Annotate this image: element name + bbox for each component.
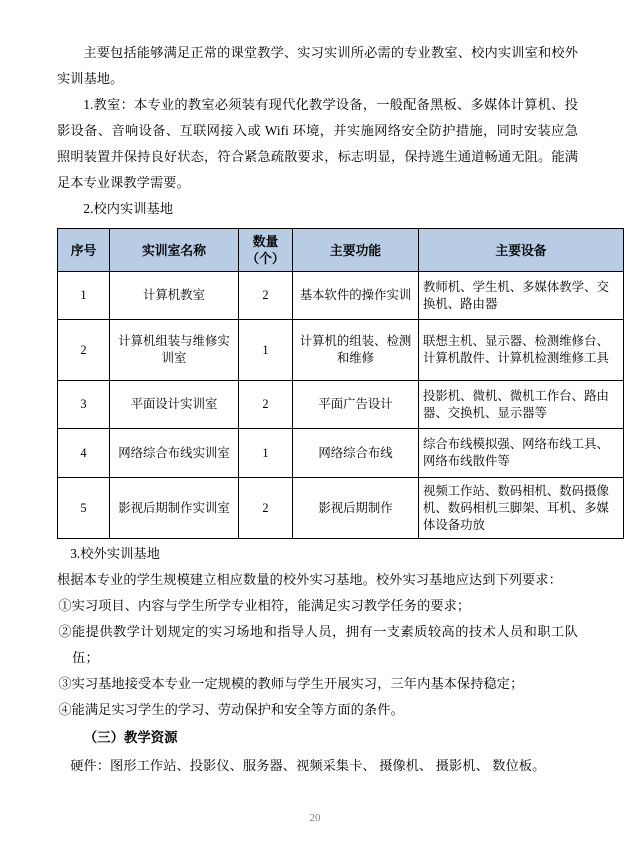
- table-header-index: 序号: [58, 229, 110, 272]
- cell-index: 5: [58, 478, 110, 539]
- cell-function: 计算机的组装、检测和维修: [293, 320, 419, 381]
- table-header-quantity-line2: （个）: [246, 251, 285, 266]
- cell-quantity: 1: [239, 429, 293, 478]
- cell-equipment: 投影机、微机、微机工作台、路由器、交换机、显示器等: [419, 381, 624, 429]
- page-content: [57, 40, 609, 779]
- cell-name: 影视后期制作实训室: [110, 478, 239, 539]
- training-rooms-table: [57, 228, 624, 539]
- cell-equipment: 综合布线模拟强、网络布线工具、网络布线散件等: [419, 429, 624, 478]
- cell-equipment: 教师机、学生机、多媒体教学、交换机、路由器: [419, 272, 624, 320]
- page-number: 20: [309, 812, 321, 824]
- cell-function: 影视后期制作: [293, 478, 419, 539]
- cell-equipment: 视频工作站、数码相机、数码摄像机、数码相机三脚架、耳机、多媒体设备功放: [419, 478, 624, 539]
- cell-equipment: 联想主机、显示器、检测维修台、计算机散件、计算机检测维修工具: [419, 320, 624, 381]
- cell-name: 平面设计实训室: [110, 381, 239, 429]
- requirement-item-4: ④能满足实习学生的学习、劳动保护和安全等方面的条件。: [58, 702, 404, 717]
- cell-name: 计算机教室: [110, 272, 239, 320]
- cell-name: 网络综合布线实训室: [110, 429, 239, 478]
- section-heading-teaching-resources: （三）教学资源: [83, 730, 178, 745]
- cell-function: 平面广告设计: [293, 381, 419, 429]
- table-header-function: 主要功能: [293, 229, 419, 272]
- table-header-row: [58, 229, 624, 272]
- requirement-item-3: ③实习基地接受本专业一定规模的教师与学生开展实习，三年内基本保持稳定；: [58, 676, 524, 691]
- table-row: [58, 320, 624, 381]
- table-header-quantity: [239, 229, 293, 272]
- heading-off-campus-training-base: 3.校外实训基地: [70, 546, 161, 561]
- requirement-item-1: ①实习项目、内容与学生所学专业相符，能满足实习教学任务的要求；: [58, 598, 471, 613]
- heading-on-campus-training-base: 2.校内实训基地: [83, 201, 174, 216]
- cell-index: 2: [58, 320, 110, 381]
- paragraph-intro: 主要包括能够满足正常的课堂教学、实习实训所必需的专业教室、校内实训室和校外实训基地。: [57, 45, 578, 86]
- table-row: [58, 272, 624, 320]
- table-row: [58, 381, 624, 429]
- paragraph-off-campus-body: 根据本专业的学生规模建立相应数量的校外实习基地。校外实习基地应达到下列要求：: [57, 572, 562, 587]
- cell-quantity: 2: [239, 478, 293, 539]
- cell-name: 计算机组装与维修实训室: [110, 320, 239, 381]
- table-row: [58, 478, 624, 539]
- cell-quantity: 2: [239, 381, 293, 429]
- table-row: [58, 429, 624, 478]
- table-header-equipment: 主要设备: [419, 229, 624, 272]
- cell-quantity: 1: [239, 320, 293, 381]
- paragraph-hardware: 硬件：图形工作站、投影仪、服务器、视频采集卡、 摄像机、 摄影机、 数位板。: [70, 758, 546, 773]
- cell-index: 3: [58, 381, 110, 429]
- cell-index: 4: [58, 429, 110, 478]
- paragraph-classroom: 1.教室：本专业的教室必须装有现代化教学设备，一般配备黑板、多媒体计算机、投影设备、音响设备、互联网接入或 Wifi 环境，并实施网络安全防护措施，同时安装应急照明装置并保持良好状态，符合紧急疏散要求，标志明显，保持逃生通道畅通无阻。能满足本专业课教学需要。: [57, 97, 578, 190]
- cell-function: 基本软件的操作实训: [293, 272, 419, 320]
- table-header-name: 实训室名称: [110, 229, 239, 272]
- cell-quantity: 2: [239, 272, 293, 320]
- cell-index: 1: [58, 272, 110, 320]
- cell-function: 网络综合布线: [293, 429, 419, 478]
- requirement-item-2: ②能提供教学计划规定的实习场地和指导人员，拥有一支素质较高的技术人员和职工队伍；: [58, 624, 578, 665]
- table-header-quantity-line1: 数量: [252, 234, 279, 249]
